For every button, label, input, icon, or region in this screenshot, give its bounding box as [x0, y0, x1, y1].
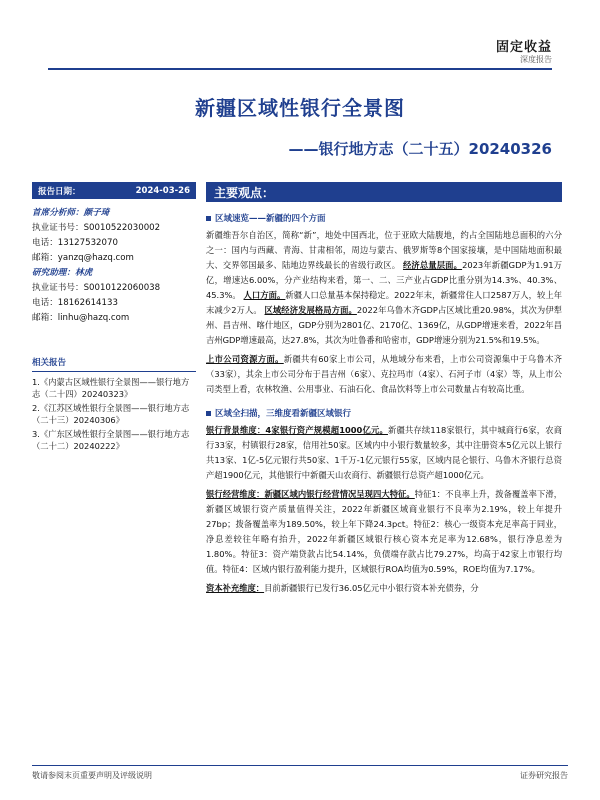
- bank-operation-paragraph: [206, 487, 562, 577]
- info-sidebar: [32, 182, 196, 454]
- section-region-overview: [206, 212, 562, 224]
- report-date-bar: [32, 182, 196, 199]
- square-bullet-icon: [206, 411, 211, 416]
- footer-label: 证券研究报告: [520, 771, 568, 780]
- research-assistant: 研究助理：林虎: [32, 268, 93, 278]
- capital-replenish-paragraph: [206, 581, 562, 596]
- report-date-value: 2024-03-26: [135, 185, 190, 196]
- paragraph-lead: 区域经济发展格局方面。: [264, 305, 357, 315]
- paragraph-lead: 银行经营维度：新疆区域内银行经营情况呈现四大特征。: [206, 489, 415, 499]
- square-bullet-icon: [206, 216, 211, 221]
- related-reports-list: [32, 376, 196, 452]
- report-date-label: 报告日期：: [38, 186, 81, 197]
- related-reports-title: 相关报告: [32, 356, 196, 372]
- paragraph-text: 2023年新疆GDP为1.91万亿，增速达6.00%，分产业结构来看，第一、二、三产业占GDP比重分别为14.3%、40.3%、45.3%。: [206, 260, 562, 300]
- chief-analyst-email[interactable]: 邮箱：yanzq@hazq.com: [32, 253, 134, 263]
- section-bank-scan: [206, 407, 562, 419]
- paragraph-text: 新疆人口总量基本保持稳定。2022年末，新疆常住人口2587万人，较上年末减少2万人。: [206, 290, 563, 315]
- listed-company-paragraph: [206, 352, 562, 397]
- paragraph-lead: 银行背景维度：4家银行资产规模超1000亿元。: [206, 425, 388, 435]
- paragraph-text: 新疆共存续118家银行，其中城商行6家，农商行33家，村镇银行28家，信用社50家。区域内中小银行数量较多，其中注册资本5亿元以上银行共13家、1亿-5亿元银行共50家、1千万-1亿元银行55家，区域内昆仑银行、乌鲁木齐银行总资产超1900亿元，其他银行中新疆天山农商行、新疆银行总资产超1000亿元。: [206, 425, 562, 480]
- paragraph-lead: 人口方面。: [243, 290, 286, 300]
- report-subtitle: ——银行地方志（二十五）20240326: [288, 140, 552, 158]
- paragraph-lead: 上市公司资源方面。: [206, 354, 284, 364]
- report-category: 固定收益: [495, 40, 552, 55]
- related-report-item[interactable]: 1.《内蒙古区域性银行全景图——银行地方志（二十四）20240323》: [32, 377, 190, 399]
- report-title: 新疆区域性银行全景图: [195, 96, 405, 120]
- section-title: 区域全扫描，三维度看新疆区域银行: [215, 409, 352, 419]
- paragraph-text: 新疆维吾尔自治区，简称“新”，地处中国西北，位于亚欧大陆腹地，约占全国陆地总面积的六分之一：国内与西藏、青海、甘肃相邻，周边与蒙古、俄罗斯等8个国家接壤，是中国陆地面积最大、交界邻国最多、陆地边界线最长的省级行政区。: [206, 230, 562, 270]
- paragraph-text: 新疆共有60家上市公司，从地域分布来看，上市公司资源集中于乌鲁木齐（33家），其余上市公司分布于昌吉州（6家）、克拉玛市（4家）、石河子市（4家）等，从上市公司类型上看，农林牧渔、公用事业、石油石化、食品饮料等上市公司数量占有较高比重。: [206, 354, 562, 394]
- paragraph-lead: 经济总量层面。: [402, 260, 463, 270]
- report-type: 深度报告: [520, 55, 552, 64]
- paragraph-text: 目前新疆银行已发行36.05亿元中小银行资本补充债券，分: [264, 583, 479, 593]
- section-title: 区域速览——新疆的四个方面: [215, 214, 326, 224]
- assistant-license: 执业证书号：S0010122060038: [32, 283, 161, 293]
- related-report-item[interactable]: 3.《广东区域性银行全景图——银行地方志（二十二）20240222》: [32, 429, 190, 451]
- related-report-item[interactable]: 2.《江苏区域性银行全景图——银行地方志（二十三）20240306》: [32, 403, 190, 425]
- footer-divider: [32, 765, 568, 766]
- header-divider: [48, 68, 552, 70]
- footer-disclaimer: 敬请参阅末页重要声明及评级说明: [32, 771, 152, 780]
- chief-analyst-phone: 电话：13127532070: [32, 238, 118, 248]
- assistant-phone: 电话：18162614133: [32, 298, 118, 308]
- main-content: [206, 182, 562, 596]
- paragraph-lead: 资本补充维度：: [206, 583, 265, 593]
- analyst-info: [32, 206, 196, 326]
- region-intro-paragraph: [206, 228, 562, 348]
- paragraph-text: 特征1：不良率上升，拨备覆盖率下滑，新疆区域银行资产质量值得关注，2022年新疆区域商业银行不良率为2.19%，较上年提升27bp；拨备覆盖率为189.50%，较上年下降24.3pct。特征2：核心一级资本充足率高于同业，净息差较往年略有抬升，2022年新疆区域银行核心资本充足率为12.68%，银行净息差为1.80%。特征3：资产端贷款占比54.14%，负债端存款占比79.27%，均高于42家上市银行均值。特征4：区域内银行盈利能力提升，区域银行ROA均值为0.59%，ROE均值为7.17%。: [206, 489, 562, 574]
- paragraph-text: 2022年乌鲁木齐GDP占区域比重20.98%，其次为伊犁州、昌吉州、喀什地区，GDP分别为2801亿、2170亿、1369亿，从GDP增速来看，2022年昌吉州GDP增速最高，达27.8%，其次为吐鲁番和哈密市，GDP增速分别为21.5%和19.5%。: [206, 305, 563, 345]
- bank-background-paragraph: [206, 423, 562, 483]
- chief-analyst: 首席分析师：颜子琦: [32, 208, 110, 218]
- key-views-heading: 主要观点：: [206, 182, 562, 202]
- assistant-email[interactable]: 邮箱：linhu@hazq.com: [32, 313, 130, 323]
- chief-analyst-license: 执业证书号：S0010522030002: [32, 223, 161, 233]
